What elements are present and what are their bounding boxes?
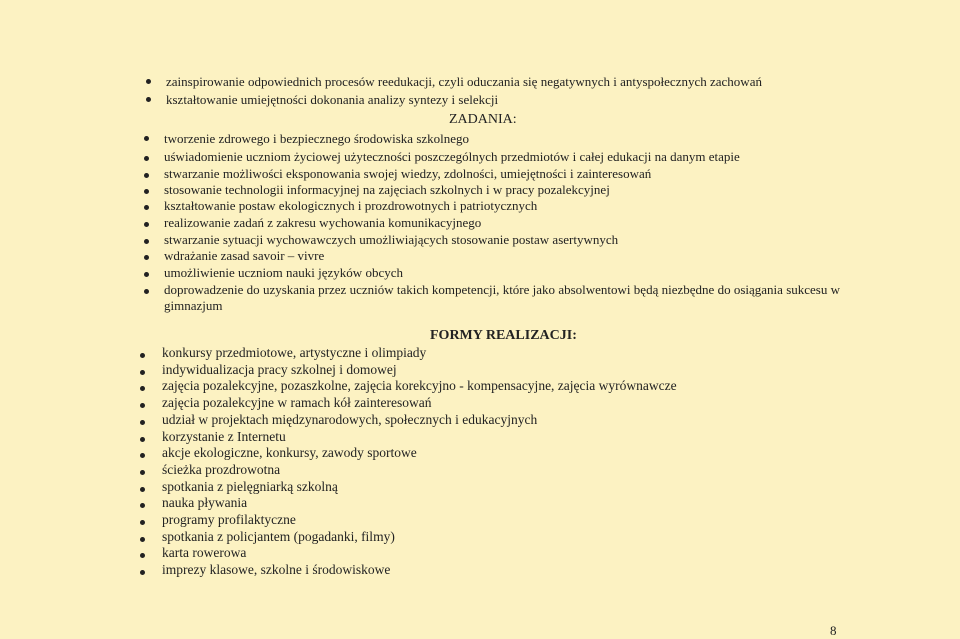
bullet-icon bbox=[140, 453, 145, 458]
bullet-icon bbox=[144, 189, 149, 194]
bullet-icon bbox=[140, 487, 145, 492]
list-item: kształtowanie postaw ekologicznych i prozdrowotnych i patriotycznych bbox=[164, 198, 538, 213]
bullet-icon bbox=[140, 437, 145, 442]
list-item: stwarzanie sytuacji wychowawczych umożliwiających stosowanie postaw asertywnych bbox=[164, 232, 619, 247]
bullet-icon bbox=[140, 353, 145, 358]
bullet-icon bbox=[140, 570, 145, 575]
list-item: akcje ekologiczne, konkursy, zawody sportowe bbox=[162, 445, 417, 460]
tasks-heading: ZADANIA: bbox=[449, 112, 517, 127]
list-item: stwarzanie możliwości eksponowania swojej wiedzy, zdolności, umiejętności i zainteresowań bbox=[164, 166, 652, 181]
list-item: umożliwienie uczniom nauki języków obcych bbox=[164, 265, 403, 280]
bullet-icon bbox=[144, 289, 149, 294]
bullet-icon bbox=[140, 370, 145, 375]
list-item: nauka pływania bbox=[162, 495, 248, 510]
list-item: korzystanie z Internetu bbox=[162, 429, 286, 444]
bullet-icon bbox=[140, 553, 145, 558]
bullet-icon bbox=[144, 173, 149, 178]
list-item: zajęcia pozalekcyjne, pozaszkolne, zajęcia korekcyjno - kompensacyjne, zajęcia wyrównawcze bbox=[162, 378, 677, 393]
list-item: programy profilaktyczne bbox=[162, 512, 296, 527]
bullet-icon bbox=[140, 403, 145, 408]
bullet-icon bbox=[140, 537, 145, 542]
bullet-icon bbox=[144, 205, 149, 210]
bullet-icon bbox=[140, 470, 145, 475]
list-item: ścieżka prozdrowotna bbox=[162, 462, 281, 477]
page-number: 8 bbox=[830, 623, 837, 638]
list-item: realizowanie zadań z zakresu wychowania komunikacyjnego bbox=[164, 215, 482, 230]
list-item: indywidualizacja pracy szkolnej i domowej bbox=[162, 362, 397, 377]
bullet-icon bbox=[146, 79, 151, 84]
bullet-icon bbox=[146, 97, 151, 102]
list-item: doprowadzenie do uzyskania przez uczniów takich kompetencji, które jako absolwentowi będą niezbędne do osiągania sukcesu w gimnazjum bbox=[164, 282, 840, 313]
list-item: kształtowanie umiejętności dokonania analizy syntezy i selekcji bbox=[166, 92, 499, 107]
list-item: zajęcia pozalekcyjne w ramach kół zainteresowań bbox=[162, 395, 432, 410]
list-item: zainspirowanie odpowiednich procesów reedukacji, czyli oduczania się negatywnych i antyspołecznych zachowań bbox=[166, 74, 762, 89]
bullet-icon bbox=[140, 520, 145, 525]
list-item: karta rowerowa bbox=[162, 545, 247, 560]
list-item: uświadomienie uczniom życiowej użyteczności poszczególnych przedmiotów i całej edukacji na danym etapie bbox=[164, 149, 740, 164]
forms-heading: FORMY REALIZACJI: bbox=[430, 328, 577, 343]
bullet-icon bbox=[144, 136, 149, 141]
bullet-icon bbox=[144, 222, 149, 227]
bullet-icon bbox=[144, 156, 149, 161]
bullet-icon bbox=[140, 503, 145, 508]
list-item: konkursy przedmiotowe, artystyczne i olimpiady bbox=[162, 345, 427, 360]
list-item: stosowanie technologii informacyjnej na zajęciach szkolnych i w pracy pozalekcyjnej bbox=[164, 182, 610, 197]
list-item: imprezy klasowe, szkolne i środowiskowe bbox=[162, 562, 391, 577]
bullet-icon bbox=[140, 386, 145, 391]
list-item: spotkania z policjantem (pogadanki, filmy) bbox=[162, 529, 395, 544]
bullet-icon bbox=[140, 420, 145, 425]
list-item: spotkania z pielęgniarką szkolną bbox=[162, 479, 338, 494]
list-item: udział w projektach międzynarodowych, społecznych i edukacyjnych bbox=[162, 412, 538, 427]
bullet-icon bbox=[144, 255, 149, 260]
list-item: wdrażanie zasad savoir – vivre bbox=[164, 248, 325, 263]
bullet-icon bbox=[144, 239, 149, 244]
bullet-icon bbox=[144, 272, 149, 277]
list-item: tworzenie zdrowego i bezpiecznego środowiska szkolnego bbox=[164, 131, 470, 146]
